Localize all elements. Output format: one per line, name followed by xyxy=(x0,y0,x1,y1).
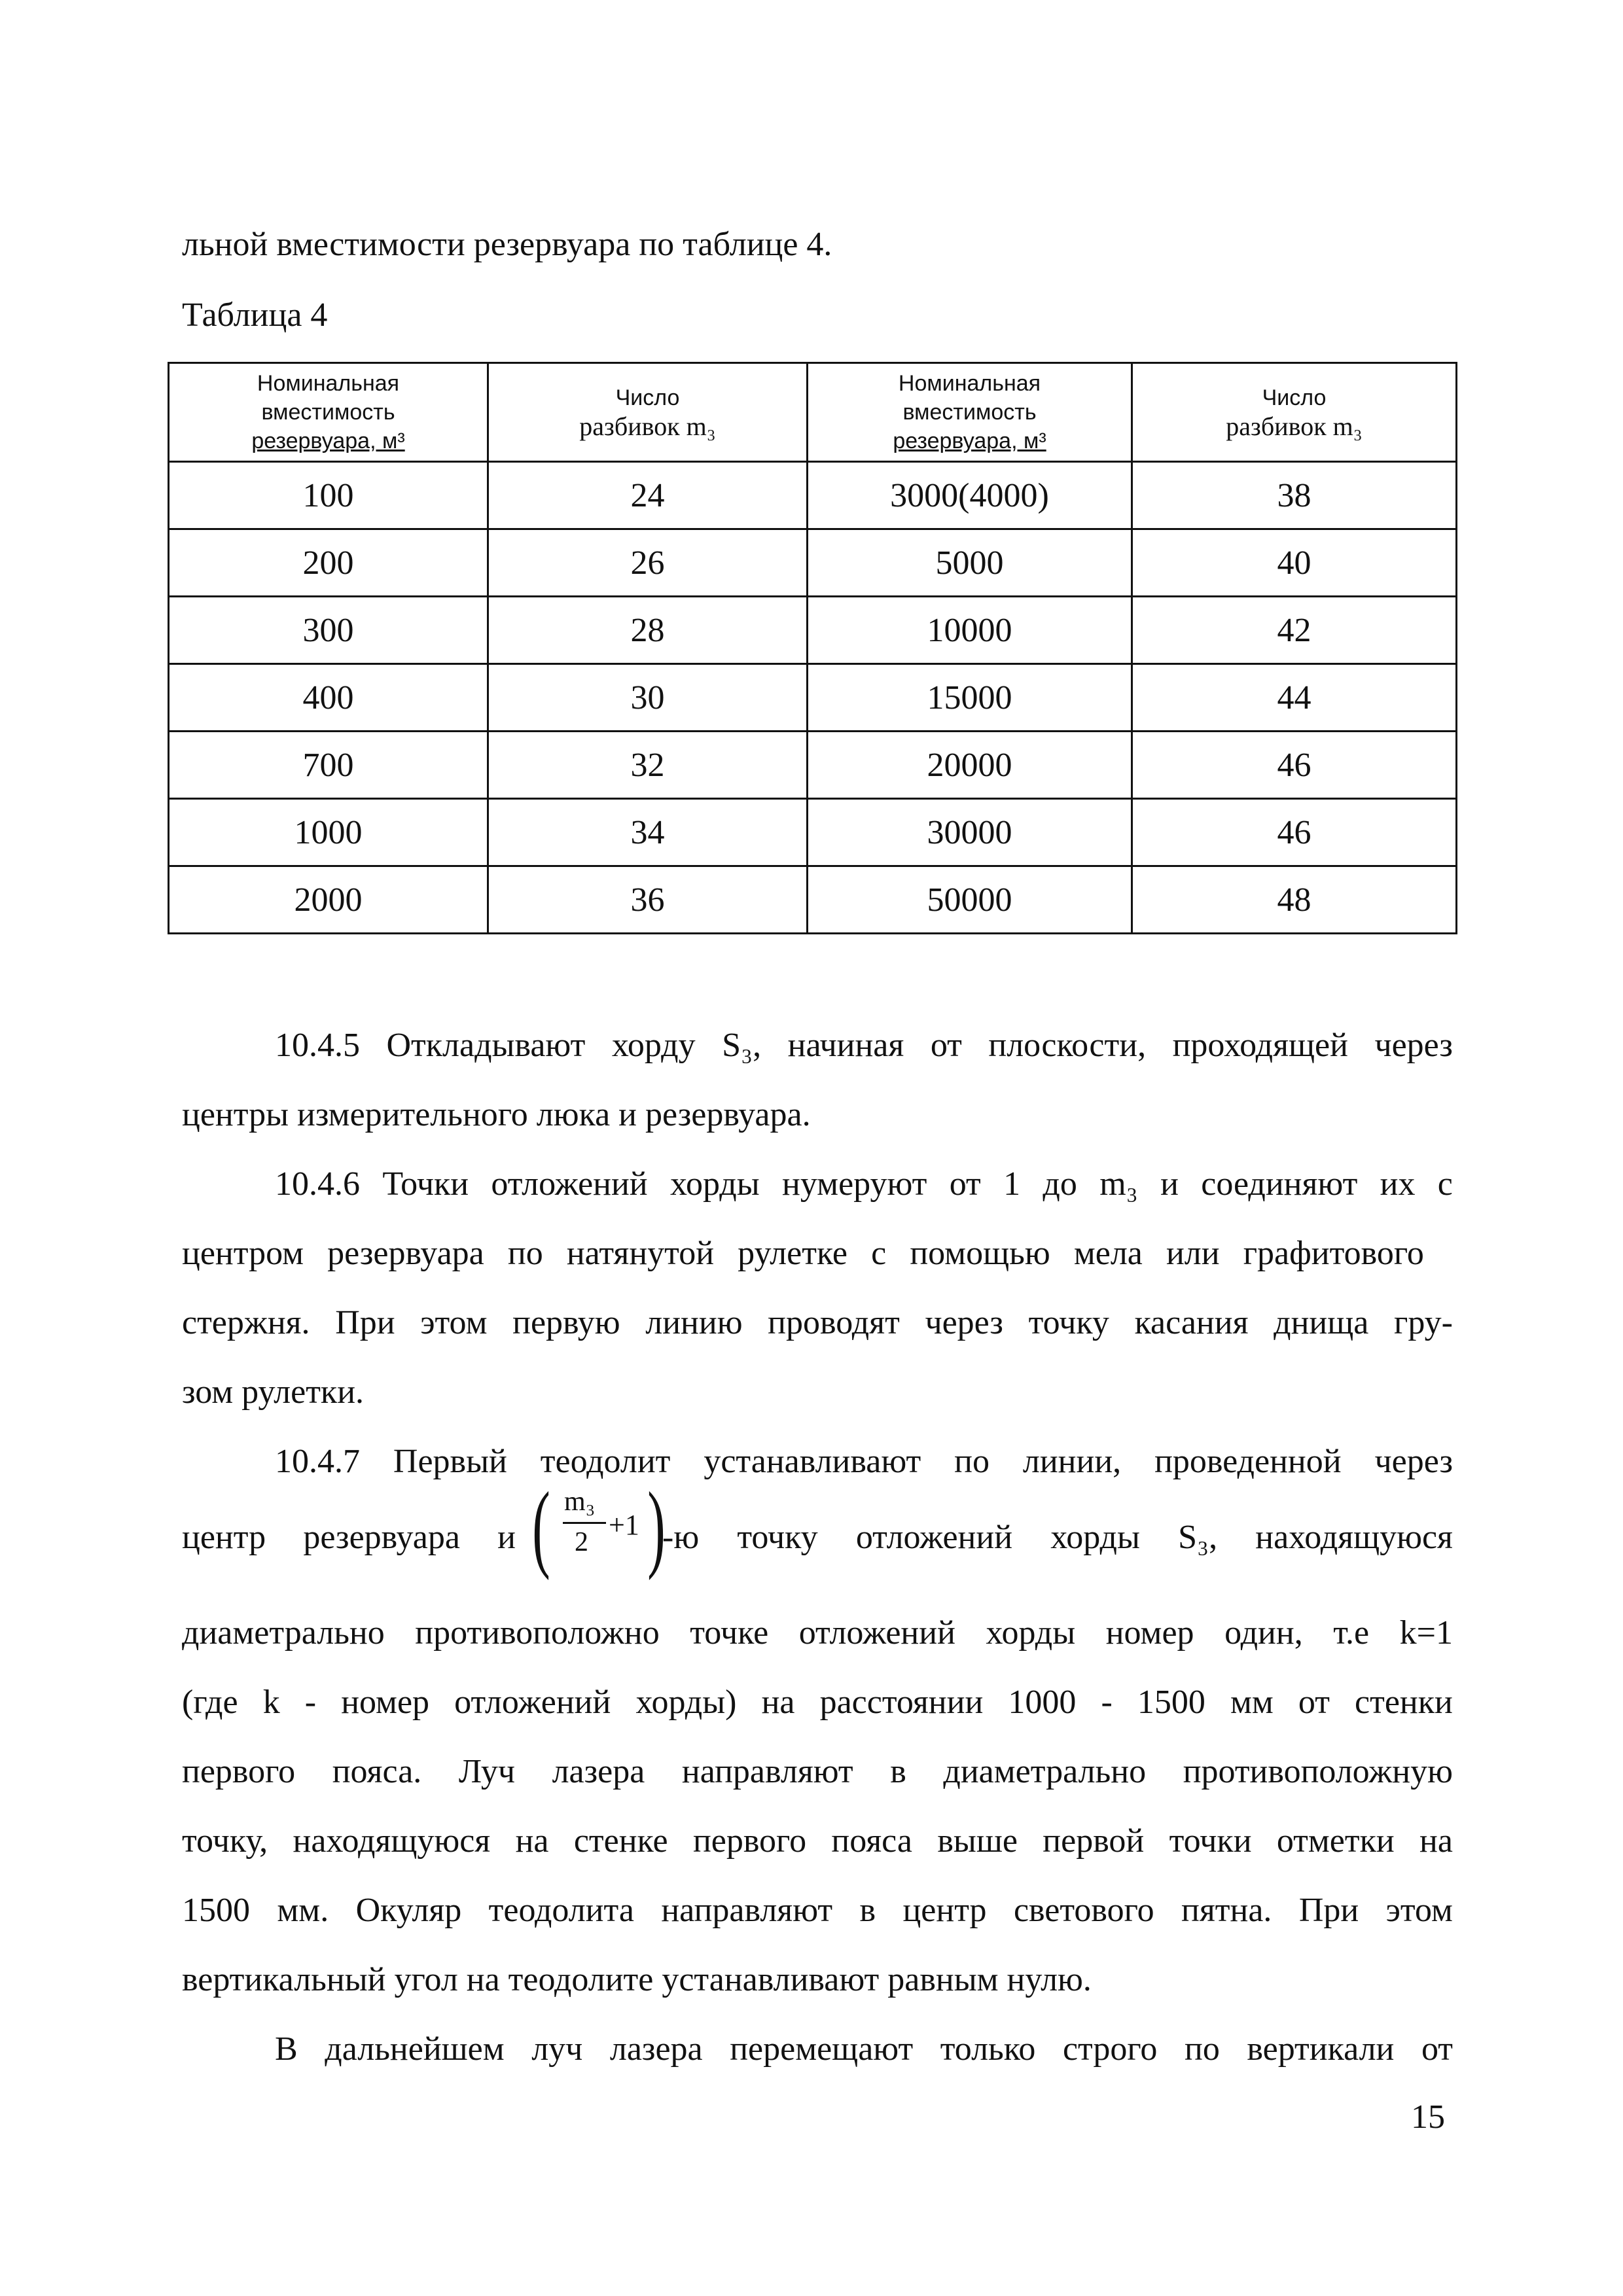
word: хорду xyxy=(611,1027,696,1064)
word: и xyxy=(1160,1165,1179,1203)
word: номер xyxy=(341,1684,430,1721)
word: от xyxy=(930,1027,962,1064)
word: 1 xyxy=(1003,1165,1021,1203)
word: помощью xyxy=(910,1235,1050,1272)
table-cell: 46 xyxy=(1132,799,1457,866)
word: отложений xyxy=(491,1165,648,1203)
word: касания xyxy=(1134,1304,1249,1341)
word: противоположную xyxy=(1183,1753,1453,1790)
word: При xyxy=(335,1304,395,1341)
word: (где xyxy=(182,1684,238,1721)
word: или xyxy=(1166,1235,1220,1272)
word: -ю xyxy=(662,1519,700,1556)
word: в xyxy=(890,1753,906,1790)
word: проводят xyxy=(768,1304,900,1341)
table-cell: 10000 xyxy=(808,597,1132,664)
paragraph-10-4-6-line-4: зом рулетки. xyxy=(182,1373,365,1411)
word: 1000 xyxy=(1008,1684,1077,1721)
word: графитового xyxy=(1243,1235,1424,1272)
word: - xyxy=(1101,1684,1113,1721)
word: стенке xyxy=(573,1822,668,1860)
paragraph-10-4-7-line-4 xyxy=(182,1683,1453,1722)
word: расстоянии xyxy=(819,1684,984,1721)
table-cell: 24 xyxy=(488,462,808,529)
word: центр xyxy=(902,1892,987,1929)
paragraph-10-4-6-line-3 xyxy=(182,1303,1453,1343)
word: выше xyxy=(937,1822,1018,1860)
table-cell: 34 xyxy=(488,799,808,866)
word: противоположно xyxy=(415,1614,660,1651)
word: хорды xyxy=(669,1165,760,1203)
table-cell: 50000 xyxy=(808,866,1132,934)
word: т.е xyxy=(1333,1614,1370,1651)
table-cell: 36 xyxy=(488,866,808,934)
table-cell: 28 xyxy=(488,597,808,664)
word: пятна. xyxy=(1181,1892,1272,1929)
word: луч xyxy=(531,2030,583,2068)
word: теодолит xyxy=(540,1443,671,1480)
word: проходящей xyxy=(1172,1027,1348,1064)
word: днища xyxy=(1274,1304,1369,1341)
word: диаметрально xyxy=(943,1753,1147,1790)
word: Окуляр xyxy=(355,1892,462,1929)
word: один, xyxy=(1224,1614,1303,1651)
word: хорды xyxy=(986,1614,1076,1651)
word: и xyxy=(497,1519,516,1556)
table-cell: 32 xyxy=(488,732,808,799)
word: проведенной xyxy=(1154,1443,1342,1480)
fraction-bar xyxy=(563,1522,606,1524)
word: точку xyxy=(1028,1304,1109,1341)
word: начиная xyxy=(787,1027,904,1064)
word: плоскости, xyxy=(988,1027,1147,1064)
table-cell: 3000(4000) xyxy=(808,462,1132,529)
word: до xyxy=(1043,1165,1077,1203)
formula-denominator: 2 xyxy=(575,1527,588,1557)
table-cell: 48 xyxy=(1132,866,1457,934)
table-cell: 20000 xyxy=(808,732,1132,799)
word: хорды) xyxy=(635,1684,737,1721)
word: 1500 xyxy=(1137,1684,1205,1721)
header-partition-count-1: Число разбивок m₃ xyxy=(488,363,808,462)
word: устанавливают xyxy=(704,1443,921,1480)
table-cell: 200 xyxy=(169,529,488,597)
word: находящуюся xyxy=(1255,1519,1453,1556)
right-paren: ) xyxy=(647,1472,666,1581)
word: стенки xyxy=(1355,1684,1453,1721)
word: В xyxy=(275,2030,298,2068)
word: мела xyxy=(1073,1235,1143,1272)
word: отметки xyxy=(1276,1822,1395,1860)
page-number: 15 xyxy=(1411,2098,1445,2136)
table-cell: 100 xyxy=(169,462,488,529)
word: Точки xyxy=(382,1165,469,1203)
word: натянутой xyxy=(566,1235,715,1272)
formula-plus-one: +1 xyxy=(609,1509,639,1541)
paragraph-10-4-6-line-2 xyxy=(182,1234,1424,1273)
table-cell: 2000 xyxy=(169,866,488,934)
paragraph-10-4-7-line-8: вертикальный угол на теодолите устанавливают равным нулю. xyxy=(182,1961,1092,1998)
table-cell: 400 xyxy=(169,664,488,732)
word: резервуара xyxy=(303,1519,460,1556)
table-cell: 44 xyxy=(1132,664,1457,732)
word: от xyxy=(1298,1684,1330,1721)
paragraph-10-4-7-line-7 xyxy=(182,1891,1453,1930)
word: светового xyxy=(1013,1892,1154,1929)
table-row xyxy=(169,462,1457,529)
word: с xyxy=(871,1235,887,1272)
table-header-row xyxy=(169,363,1457,462)
word: точке xyxy=(690,1614,769,1651)
paragraph-10-4-7-line-5 xyxy=(182,1752,1453,1792)
word: на xyxy=(515,1822,549,1860)
word: k xyxy=(262,1684,280,1721)
word: лазера xyxy=(609,2030,703,2068)
word: по xyxy=(954,1443,990,1480)
paragraph-10-4-5-line-1 xyxy=(275,1026,1453,1065)
left-paren: ( xyxy=(532,1472,550,1581)
word: точки xyxy=(1169,1822,1252,1860)
header-nominal-capacity-1: Номинальная вместимость резервуара, м³ xyxy=(169,363,488,462)
word: их xyxy=(1380,1165,1416,1203)
word: гру- xyxy=(1393,1304,1453,1341)
paragraph-10-4-5-line-2: центры измерительного люка и резервуара. xyxy=(182,1096,811,1133)
word: мм. xyxy=(277,1892,329,1929)
word: от xyxy=(1421,2030,1453,2068)
table-caption: Таблица 4 xyxy=(182,296,328,334)
table-row xyxy=(169,799,1457,866)
table-cell: 38 xyxy=(1132,462,1457,529)
word: 1500 xyxy=(182,1892,250,1929)
word: - xyxy=(304,1684,317,1721)
word: с xyxy=(1437,1165,1453,1203)
table-cell: 30 xyxy=(488,664,808,732)
word: на xyxy=(1419,1822,1453,1860)
word: первой xyxy=(1043,1822,1145,1860)
word: Откладывают xyxy=(386,1027,586,1064)
word: перемещают xyxy=(730,2030,914,2068)
paragraph-continuation-line-1 xyxy=(275,2030,1453,2069)
word: 10.4.7 xyxy=(275,1443,360,1480)
table-cell: 700 xyxy=(169,732,488,799)
paragraph-10-4-6-line-1 xyxy=(275,1165,1453,1204)
word: стержня. xyxy=(182,1304,310,1341)
word: этом xyxy=(1385,1892,1453,1929)
word: отложений xyxy=(454,1684,611,1721)
word: рулетке xyxy=(738,1235,847,1272)
paragraph-10-4-7-line-1 xyxy=(275,1442,1453,1481)
table-row xyxy=(169,664,1457,732)
word: по xyxy=(507,1235,543,1272)
header-nominal-capacity-2: Номинальная вместимость резервуара, м³ xyxy=(808,363,1132,462)
word: от xyxy=(949,1165,981,1203)
header-partition-count-2: Число разбивок m₃ xyxy=(1132,363,1457,462)
word: по xyxy=(1185,2030,1220,2068)
word: отложений xyxy=(798,1614,955,1651)
word: точку xyxy=(737,1519,818,1556)
word: на xyxy=(761,1684,795,1721)
table-cell: 42 xyxy=(1132,597,1457,664)
word: резервуара xyxy=(327,1235,484,1272)
word: отложений xyxy=(855,1519,1013,1556)
word: m₃ xyxy=(1099,1165,1138,1203)
word: дальнейшем xyxy=(325,2030,505,2068)
word: направляют xyxy=(661,1892,833,1929)
paragraph-10-4-7-line-6 xyxy=(182,1822,1453,1861)
table-cell: 26 xyxy=(488,529,808,597)
table-cell: 1000 xyxy=(169,799,488,866)
formula-m3-half-plus-one xyxy=(531,1472,669,1589)
word: пояса. xyxy=(332,1753,422,1790)
word: линию xyxy=(645,1304,743,1341)
table-4 xyxy=(168,362,1457,934)
table-cell: 5000 xyxy=(808,529,1132,597)
table-row xyxy=(169,597,1457,664)
word: хорды xyxy=(1050,1519,1140,1556)
word: S₃, xyxy=(1178,1519,1218,1556)
word: этом xyxy=(420,1304,488,1341)
word: находящуюся xyxy=(293,1822,491,1860)
table-cell: 300 xyxy=(169,597,488,664)
word: лазера xyxy=(552,1753,645,1790)
word: Первый xyxy=(393,1443,507,1480)
word: диаметрально xyxy=(182,1614,385,1651)
word: только xyxy=(940,2030,1036,2068)
word: Луч xyxy=(458,1753,515,1790)
word: в xyxy=(859,1892,876,1929)
word: строго xyxy=(1062,2030,1158,2068)
word: первого xyxy=(692,1822,807,1860)
word: нумеруют xyxy=(782,1165,927,1203)
paragraph-10-4-7-line-3 xyxy=(182,1614,1453,1653)
table-row xyxy=(169,529,1457,597)
table-cell: 46 xyxy=(1132,732,1457,799)
word: через xyxy=(1374,1443,1453,1480)
intro-line: льной вместимости резервуара по таблице 4. xyxy=(182,226,832,263)
table-row xyxy=(169,866,1457,934)
word: 10.4.6 xyxy=(275,1165,360,1203)
word: номер xyxy=(1105,1614,1194,1651)
word: первую xyxy=(512,1304,620,1341)
word: направляют xyxy=(681,1753,853,1790)
word: центр xyxy=(182,1519,266,1556)
formula-numerator: m₃ xyxy=(564,1487,596,1517)
table-cell: 30000 xyxy=(808,799,1132,866)
word: теодолита xyxy=(488,1892,634,1929)
table-cell: 40 xyxy=(1132,529,1457,597)
word: соединяют xyxy=(1201,1165,1358,1203)
word: k=1 xyxy=(1399,1614,1453,1651)
word: вертикали xyxy=(1247,2030,1395,2068)
word: центром xyxy=(182,1235,304,1272)
word: точку, xyxy=(182,1822,268,1860)
table-row xyxy=(169,732,1457,799)
word: пояса xyxy=(831,1822,912,1860)
word: линии, xyxy=(1022,1443,1122,1480)
word: через xyxy=(925,1304,1003,1341)
word: через xyxy=(1374,1027,1453,1064)
paragraph-10-4-7-line-2-right xyxy=(662,1518,1453,1557)
word: 10.4.5 xyxy=(275,1027,360,1064)
word: При xyxy=(1298,1892,1359,1929)
table-cell: 15000 xyxy=(808,664,1132,732)
word: первого xyxy=(182,1753,296,1790)
word: S₃, xyxy=(722,1027,762,1064)
word: мм xyxy=(1230,1684,1274,1721)
paragraph-10-4-7-line-2-left xyxy=(182,1518,516,1557)
